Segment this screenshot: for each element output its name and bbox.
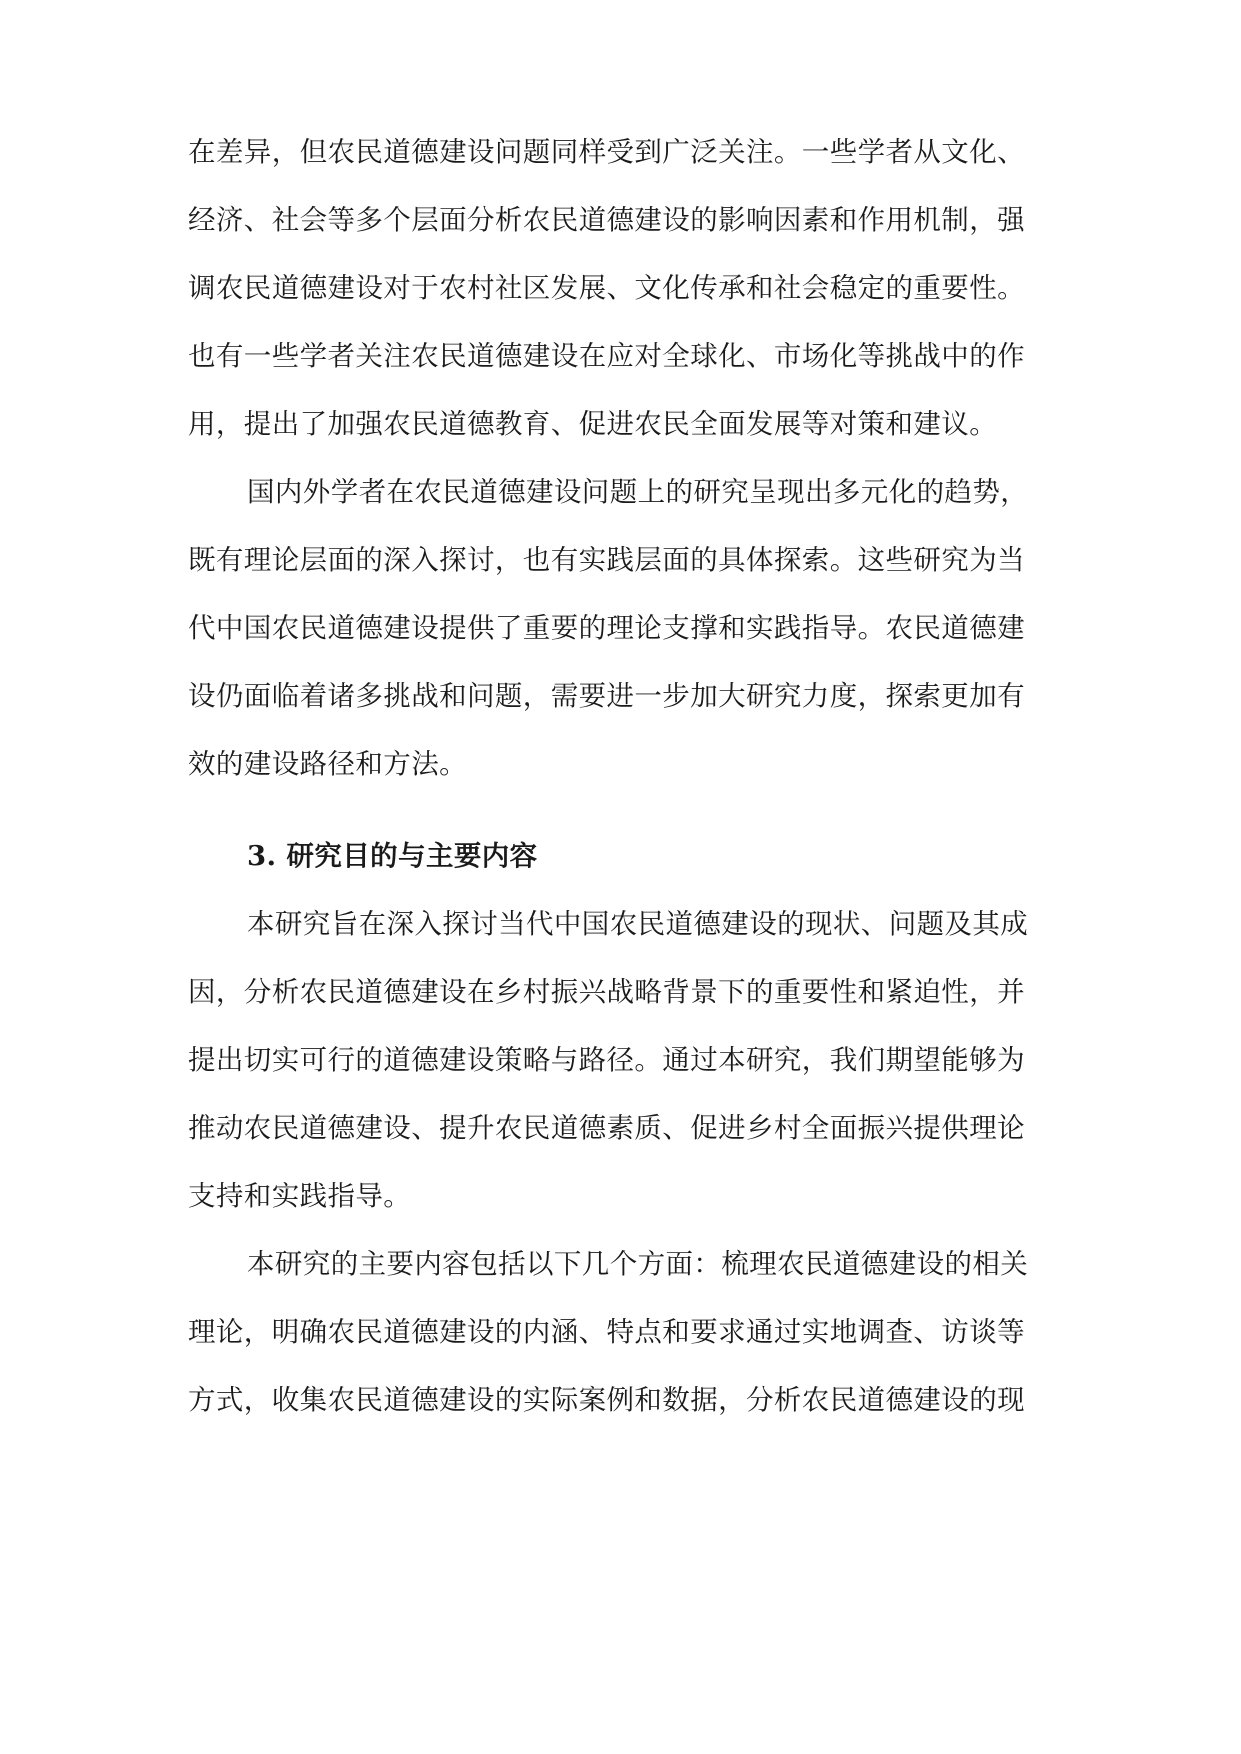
text-line: 支持和实践指导。 [188,1180,412,1212]
text-line: 本研究旨在深入探讨当代中国农民道德建设的现状、问题及其成 [247,908,1029,940]
section-heading: 3. 研究目的与主要内容 [247,840,538,872]
text-line: 效的建设路径和方法。 [188,748,467,780]
text-line: 方式，收集农民道德建设的实际案例和数据，分析农民道德建设的现 [188,1384,1025,1416]
text-line: 代中国农民道德建设提供了重要的理论支撑和实践指导。农民道德建 [188,612,1025,644]
text-line: 在差异，但农民道德建设问题同样受到广泛关注。一些学者从文化、 [188,136,1025,168]
text-line: 推动农民道德建设、提升农民道德素质、促进乡村全面振兴提供理论 [188,1112,1025,1144]
text-line: 设仍面临着诸多挑战和问题，需要进一步加大研究力度，探索更加有 [188,680,1025,712]
text-line: 因，分析农民道德建设在乡村振兴战略背景下的重要性和紧迫性，并 [188,976,1025,1008]
text-line: 理论，明确农民道德建设的内涵、特点和要求通过实地调查、访谈等 [188,1316,1025,1348]
text-line: 调农民道德建设对于农村社区发展、文化传承和社会稳定的重要性。 [188,272,1025,304]
text-line: 本研究的主要内容包括以下几个方面：梳理农民道德建设的相关 [247,1248,1029,1280]
text-line: 国内外学者在农民道德建设问题上的研究呈现出多元化的趋势， [247,476,1029,508]
text-line: 也有一些学者关注农民道德建设在应对全球化、市场化等挑战中的作 [188,340,1025,372]
text-line: 既有理论层面的深入探讨，也有实践层面的具体探索。这些研究为当 [188,544,1025,576]
text-line: 经济、社会等多个层面分析农民道德建设的影响因素和作用机制，强 [188,204,1025,236]
text-line: 提出切实可行的道德建设策略与路径。通过本研究，我们期望能够为 [188,1044,1025,1076]
text-line: 用，提出了加强农民道德教育、促进农民全面发展等对策和建议。 [188,408,998,440]
